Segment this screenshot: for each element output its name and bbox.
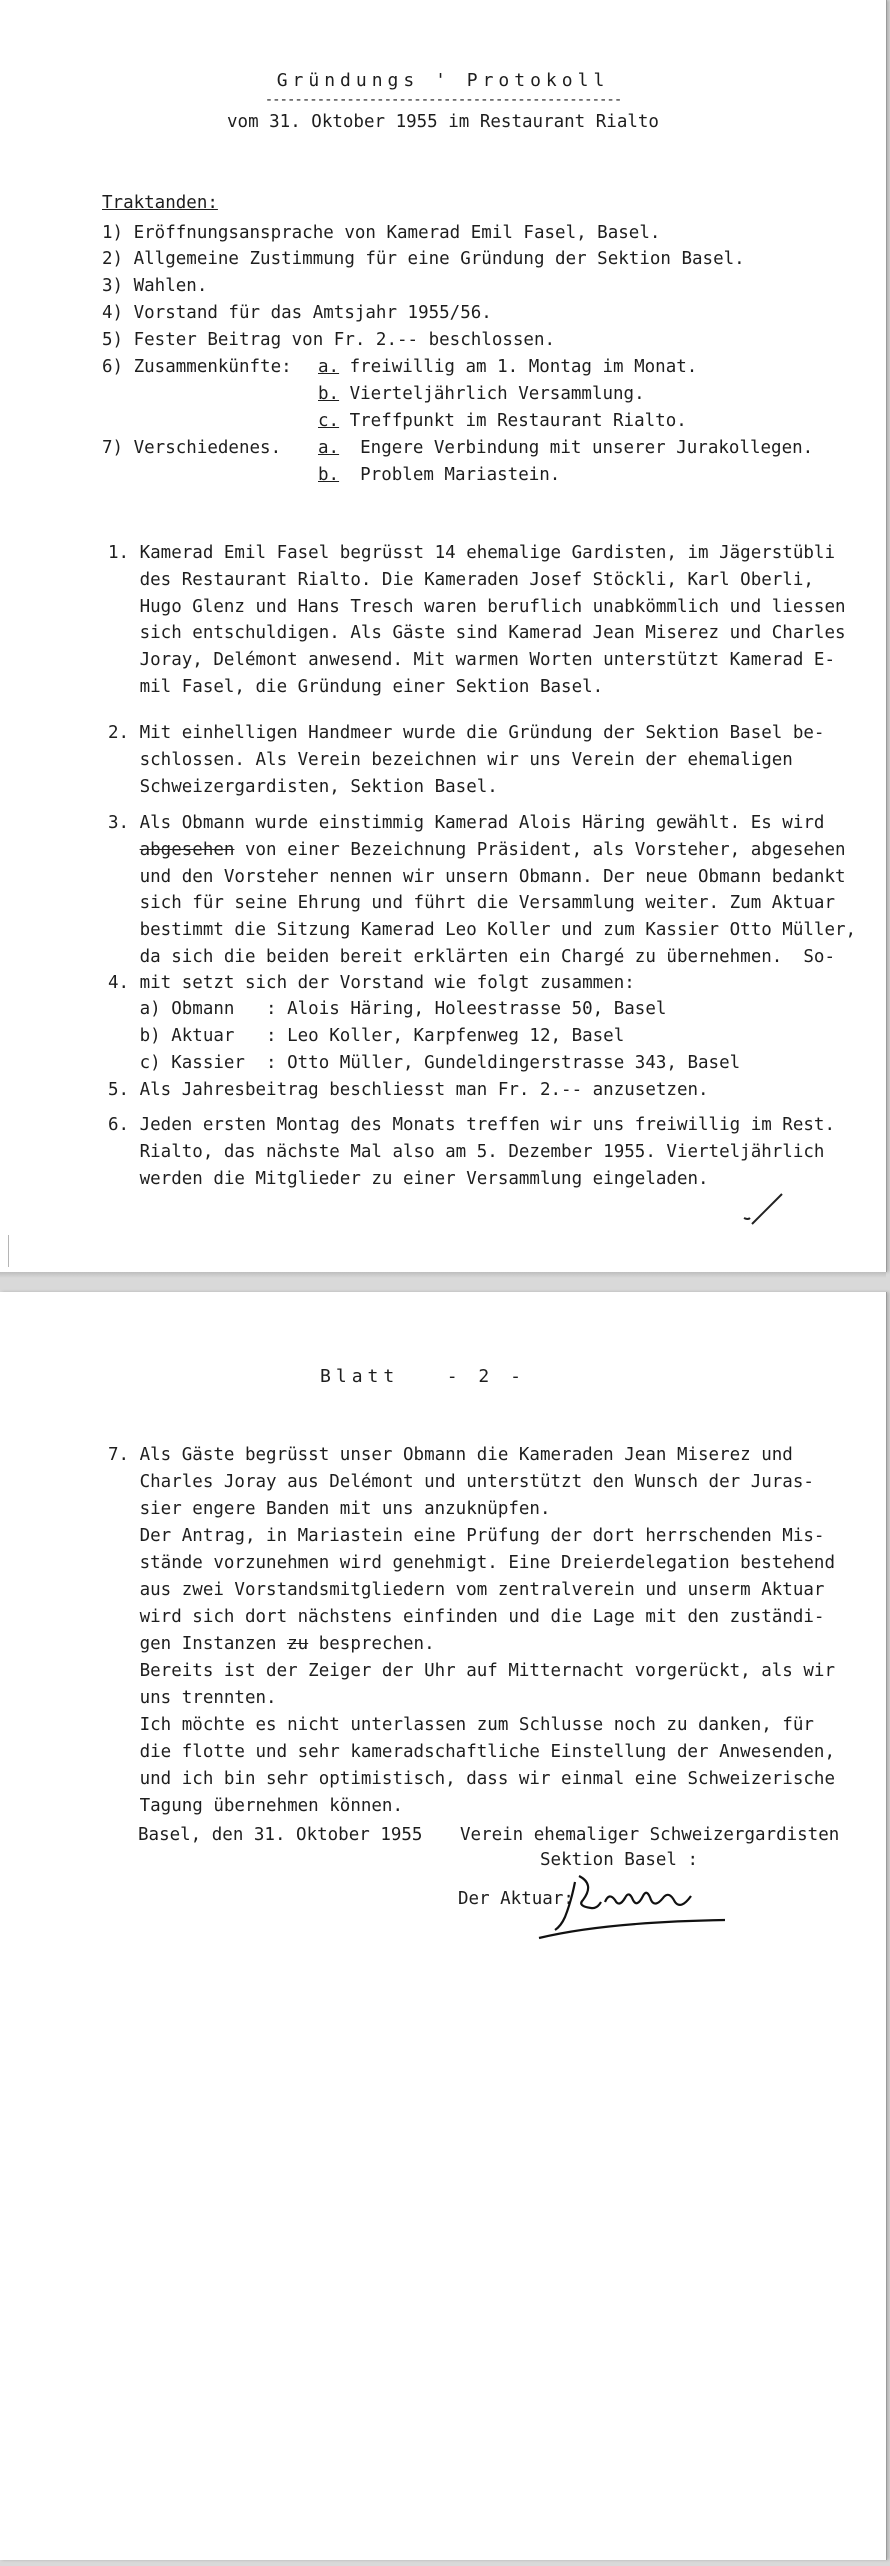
document-page-1 bbox=[0, 0, 887, 1272]
paragraph-line: 4. mit setzt sich der Vorstand wie folgt zusammen: bbox=[108, 973, 635, 993]
agenda-subitem: a. freiwillig am 1. Montag im Monat. bbox=[318, 357, 698, 377]
paragraph-line: Charles Joray aus Delémont und unterstützt den Wunsch der Juras- bbox=[108, 1472, 814, 1492]
minutes-item-5: 5. Als Jahresbeitrag beschliesst man Fr. 2.-- anzusetzen. bbox=[108, 1080, 709, 1100]
page-gap bbox=[0, 1272, 886, 1278]
agenda-heading: Traktanden: bbox=[102, 193, 218, 213]
section-name: Sektion Basel : bbox=[540, 1850, 699, 1870]
paragraph-line: die flotte und sehr kameradschaftliche Einstellung der Anwesenden, bbox=[108, 1742, 835, 1762]
paragraph-line: 6. Jeden ersten Montag des Monats treffen wir uns freiwillig im Rest. bbox=[108, 1115, 835, 1135]
agenda-subitem: b. Vierteljährlich Versammlung. bbox=[318, 384, 645, 404]
paragraph-line: 3. Als Obmann wurde einstimmig Kamerad Alois Häring gewählt. Es wird bbox=[108, 813, 825, 833]
paragraph-line: schlossen. Als Verein bezeichnen wir uns Verein der ehemaligen bbox=[108, 750, 793, 770]
paragraph-line: und den Vorsteher nennen wir unsern Obmann. Der neue Obmann bedankt bbox=[108, 867, 846, 887]
organization-name: Verein ehemaliger Schweizergardisten bbox=[460, 1825, 840, 1845]
paragraph-line: sich entschuldigen. Als Gäste sind Kamerad Jean Miserez und Charles bbox=[108, 623, 846, 643]
paragraph-line: Schweizergardisten, Sektion Basel. bbox=[108, 777, 498, 797]
agenda-subitem: b. Problem Mariastein. bbox=[318, 465, 561, 485]
paragraph-line: 1. Kamerad Emil Fasel begrüsst 14 ehemalige Gardisten, im Jägerstübli bbox=[108, 543, 835, 563]
paragraph-line: werden die Mitglieder zu einer Versammlung eingeladen. bbox=[108, 1169, 709, 1189]
signature bbox=[535, 1862, 755, 1942]
aktuar-label: Der Aktuar: bbox=[458, 1889, 574, 1909]
paragraph-line: 7. Als Gäste begrüsst unser Obmann die Kameraden Jean Miserez und bbox=[108, 1445, 793, 1465]
struck-word: zu bbox=[287, 1634, 309, 1654]
paragraph-line: 2. Mit einhelligen Handmeer wurde die Gründung der Sektion Basel be- bbox=[108, 723, 825, 743]
agenda-item: 5) Fester Beitrag von Fr. 2.-- beschlossen. bbox=[102, 330, 556, 350]
paragraph-line: aus zwei Vorstandsmitgliedern vom zentralverein und unserm Aktuar bbox=[108, 1580, 825, 1600]
paragraph-line: Tagung übernehmen können. bbox=[108, 1796, 404, 1816]
agenda-item: 1) Eröffnungsansprache von Kamerad Emil Fasel, Basel. bbox=[102, 223, 661, 243]
paragraph-line: Der Antrag, in Mariastein eine Prüfung der dort herrschenden Mis- bbox=[108, 1526, 825, 1546]
paragraph-line: da sich die beiden bereit erklärten ein Chargé zu übernehmen. So- bbox=[108, 947, 835, 967]
paragraph-line: Rialto, das nächste Mal also am 5. Dezember 1955. Vierteljährlich bbox=[108, 1142, 825, 1162]
paragraph-line: gen Instanzen zu besprechen. bbox=[108, 1634, 435, 1654]
paragraph-line: bestimmt die Sitzung Kamerad Leo Koller und zum Kassier Otto Müller, bbox=[108, 920, 857, 940]
struck-word: abgesehen bbox=[139, 840, 235, 860]
document-page-2 bbox=[0, 1292, 887, 2560]
document-title: Gründungs ' Protokoll bbox=[276, 70, 610, 91]
title-underline: ------------------------------------------------ bbox=[264, 92, 622, 108]
paragraph-line: Ich möchte es nicht unterlassen zum Schlusse noch zu danken, für bbox=[108, 1715, 814, 1735]
paragraph-line: des Restaurant Rialto. Die Kameraden Josef Stöckli, Karl Oberli, bbox=[108, 570, 814, 590]
place-and-date: Basel, den 31. Oktober 1955 bbox=[138, 1825, 423, 1845]
page-number-header: Blatt - 2 - bbox=[320, 1366, 526, 1387]
scan-edge-mark bbox=[8, 1235, 9, 1267]
paragraph-line: Hugo Glenz und Hans Tresch waren beruflich unabkömmlich und liessen bbox=[108, 597, 846, 617]
paragraph-line: sich für seine Ehrung und führt die Versammlung weiter. Zum Aktuar bbox=[108, 893, 835, 913]
document-subtitle: vom 31. Oktober 1955 im Restaurant Rialto bbox=[227, 112, 659, 132]
paragraph-line: mil Fasel, die Gründung einer Sektion Basel. bbox=[108, 677, 604, 697]
paragraph-line: uns trennten. bbox=[108, 1688, 277, 1708]
paragraph-line: Bereits ist der Zeiger der Uhr auf Mitternacht vorgerückt, als wir bbox=[108, 1661, 835, 1681]
paragraph-line: Joray, Delémont anwesend. Mit warmen Worten unterstützt Kamerad E- bbox=[108, 650, 835, 670]
agenda-subitem: c. Treffpunkt im Restaurant Rialto. bbox=[318, 411, 687, 431]
agenda-item: 4) Vorstand für das Amtsjahr 1955/56. bbox=[102, 303, 492, 323]
agenda-item: 2) Allgemeine Zustimmung für eine Gründung der Sektion Basel. bbox=[102, 249, 745, 269]
agenda-subitem: a. Engere Verbindung mit unserer Jurakollegen. bbox=[318, 438, 814, 458]
paragraph-line: abgesehen von einer Bezeichnung Präsident, als Vorsteher, abgesehen bbox=[139, 840, 846, 860]
paragraph-line: und ich bin sehr optimistisch, dass wir einmal eine Schweizerische bbox=[108, 1769, 835, 1789]
paragraph-line: sier engere Banden mit uns anzuknüpfen. bbox=[108, 1499, 551, 1519]
paragraph-line: wird sich dort nächstens einfinden und die Lage mit den zuständi- bbox=[108, 1607, 825, 1627]
agenda-item-label: 6) Zusammenkünfte: bbox=[102, 357, 292, 377]
agenda-item: 3) Wahlen. bbox=[102, 276, 208, 296]
board-member-line: c) Kassier : Otto Müller, Gundeldingerstrasse 343, Basel bbox=[108, 1053, 741, 1073]
board-member-line: b) Aktuar : Leo Koller, Karpfenweg 12, Basel bbox=[108, 1026, 625, 1046]
agenda-item-label: 7) Verschiedenes. bbox=[102, 438, 282, 458]
paragraph-line: stände vorzunehmen wird genehmigt. Eine Dreierdelegation bestehend bbox=[108, 1553, 835, 1573]
handwritten-check-mark bbox=[736, 1188, 796, 1230]
board-member-line: a) Obmann : Alois Häring, Holeestrasse 50, Basel bbox=[108, 999, 667, 1019]
